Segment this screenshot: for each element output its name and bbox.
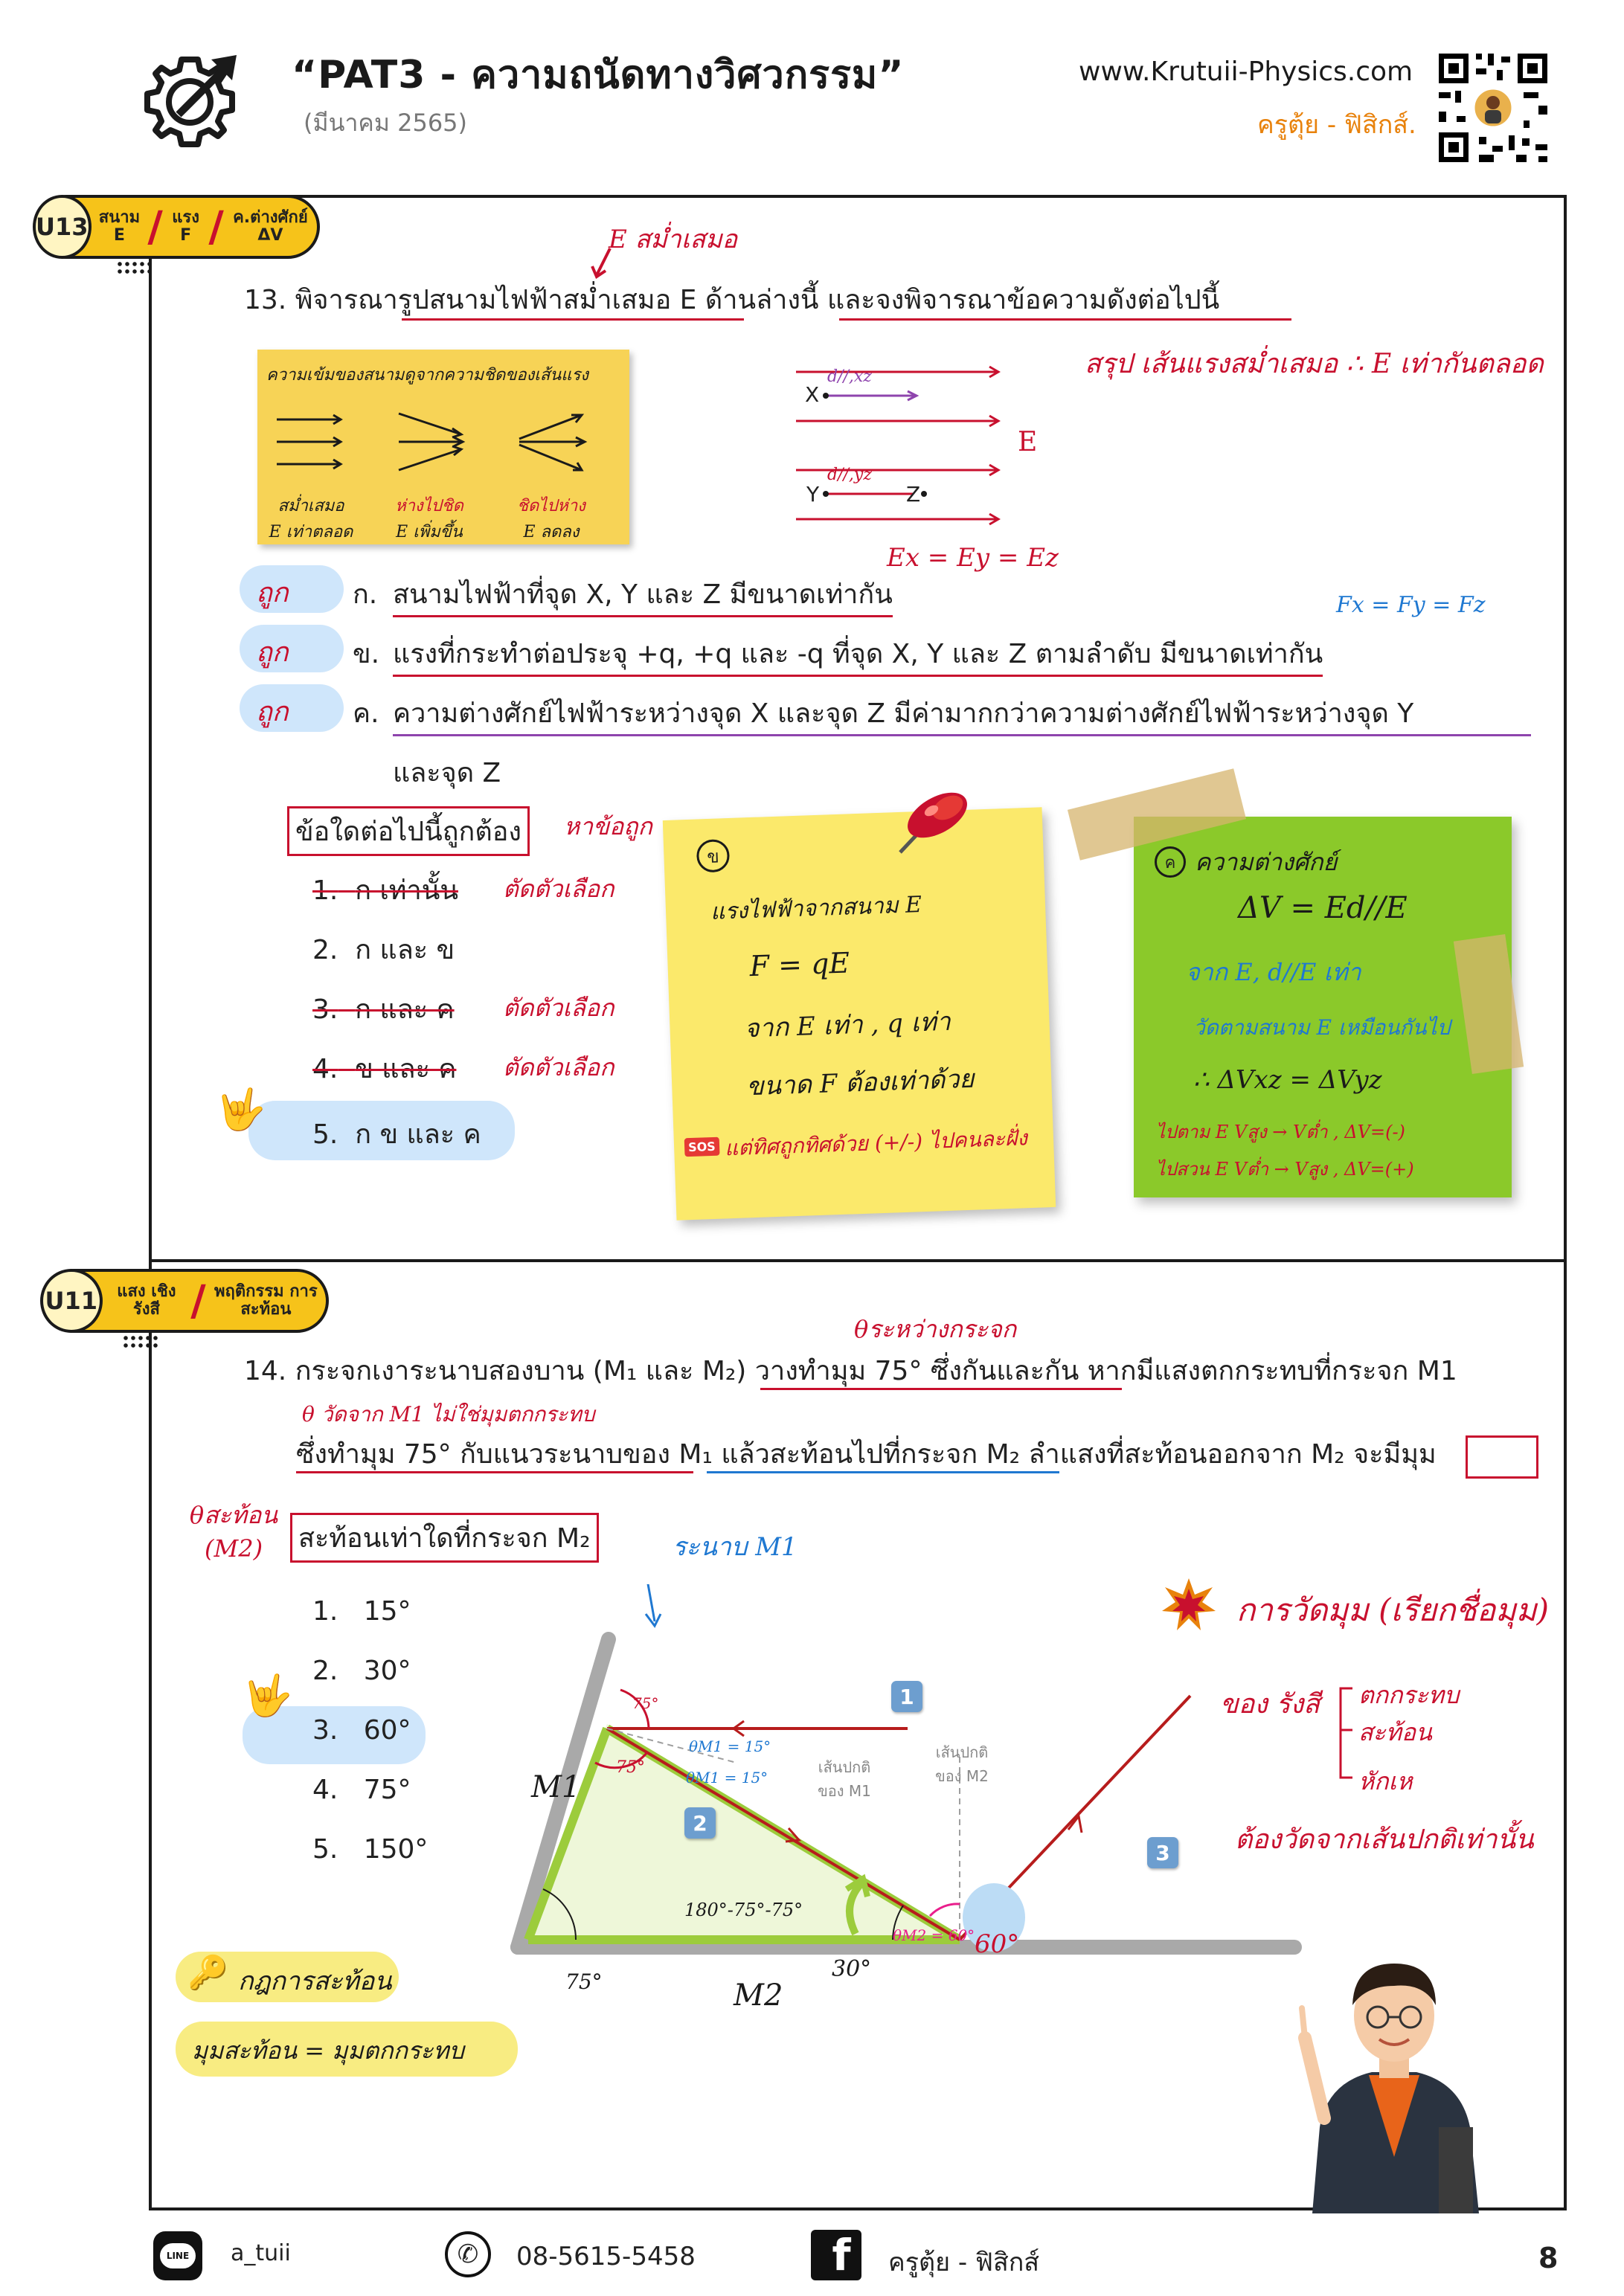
note-c-tag: ค [1155, 846, 1186, 878]
normal-m2-label: เส้นปกติ ของ M2 [935, 1743, 989, 1785]
q14-choice-3[interactable] [312, 1715, 411, 1746]
topic-label-light: แสง เชิงรังสี [117, 1282, 176, 1319]
theta-m2-label: θM2 = 60° [893, 1926, 975, 1944]
mark-highlight [240, 565, 344, 613]
note-c-line6: ไปสวน E Vต่ำ → Vสูง , ΔV=(+) [1156, 1159, 1414, 1180]
mark-highlight [240, 684, 344, 732]
topic-code: U13 [33, 195, 92, 259]
facebook-icon[interactable]: f [811, 2230, 861, 2280]
density-decrease-desc: E ลดลง [523, 523, 580, 541]
q14-stem-line1: 14. กระจกเงาระนาบสองบาน (M₁ และ M₂) วางทำมุม 75° ซึ่งกันและกัน หากมีแสงตกกระทบที่กระจก M1 [244, 1356, 1457, 1386]
density-uniform-desc: E เท่าตลอด [269, 523, 353, 541]
q14-prompt: สะท้อนเท่าใดที่กระจก M₂ [290, 1513, 599, 1563]
density-uniform-label: สม่ำเสมอ [277, 497, 344, 515]
phone-icon: ✆ [445, 2231, 491, 2277]
q13-choice-1[interactable] [312, 869, 458, 911]
choice-text: 75° [363, 1775, 411, 1805]
choice-num: 2. [312, 1656, 338, 1686]
point-x-label: X [805, 382, 820, 407]
topic-separator-icon: / [208, 202, 224, 251]
statement-a-text: สนามไฟฟ้าที่จุด X, Y และ Z มีขนาดเท่ากัน [393, 573, 893, 617]
choice-text: 60° [363, 1715, 411, 1746]
choice-text: 15° [363, 1596, 411, 1627]
note-b-line3: จาก E เท่า , q เท่า [743, 1006, 951, 1044]
topic-label-field: สนาม E [98, 208, 141, 245]
choice-num: 2. [312, 935, 338, 965]
topic-label-force: แรง F [172, 208, 199, 245]
ray-2-badge: 2 [684, 1807, 716, 1839]
q14-choice-1[interactable] [312, 1596, 411, 1627]
point-y-label: Y [806, 482, 820, 507]
choice-num: 4. [312, 1775, 338, 1805]
bracket-icon [1332, 1681, 1354, 1785]
choice-4-note: ตัดตัวเลือก [503, 1053, 614, 1081]
field-e-label: E [1018, 427, 1038, 457]
choice-num: 1. [312, 875, 338, 906]
angle-75-top: 75° [632, 1694, 659, 1712]
topic-label-reflection: พฤติกรรม การสะท้อน [214, 1282, 318, 1319]
statement-c-text-cont: และจุด Z [393, 758, 501, 788]
website-link[interactable]: www.Krutuii-Physics.com [1079, 57, 1413, 87]
q14-stem-line2: ซึ่งทำมุม 75° กับแนวระนาบของ M₁ แล้วสะท้อนไปที่กระจก M₂ ลำแสงที่สะท้อนออกจาก M₂ จะมีมุม [296, 1439, 1437, 1470]
phone-number[interactable]: 08-5615-5458 [516, 2242, 696, 2271]
distance-xz-label: d//,xz [827, 367, 872, 386]
point-z-label: Z [906, 482, 921, 507]
q14-choice-5[interactable] [312, 1834, 428, 1865]
ray-3-badge: 3 [1147, 1837, 1178, 1868]
angle-30: 30° [832, 1956, 872, 1982]
author-name: ครูตุ้ย - ฟิสิกส์. [1257, 110, 1416, 140]
choice-num: 4. [312, 1054, 338, 1084]
dots-decoration [116, 260, 152, 275]
statement-b-text: แรงที่กระทำต่อประจุ +q, +q และ -q ที่จุด X, Y และ Z ตามลำดับ มีขนาดเท่ากัน [393, 632, 1323, 677]
theta-m1-note: θ วัดจาก M1 ไม่ใช่มุมตกกระทบ [302, 1402, 595, 1427]
doc-subtitle: (มีนาคม 2565) [304, 109, 468, 137]
choice-text: ก และ ค [355, 994, 455, 1025]
field-equality-note: Ex = Ey = Ez [887, 543, 1059, 573]
note-b-line5: แต่ทิศถูกทิศด้วย (+/-) ไปคนละฝั่ง [724, 1125, 1028, 1161]
key-icon: 🔑 [187, 1954, 228, 1992]
qr-code-icon[interactable] [1434, 49, 1552, 167]
annotation-theta-between: θระหว่างกระจก [854, 1315, 1017, 1343]
note-b-line1: แรงไฟฟ้าจากสนาม E [710, 891, 922, 925]
q13-choice-5[interactable] [312, 1113, 481, 1155]
measure-item-refract: หักเห [1358, 1767, 1413, 1795]
choice-text: ก ข และ ค [355, 1119, 481, 1150]
theta-m1-reflect: θM1 = 15° [686, 1769, 768, 1787]
field-density-box [257, 350, 629, 544]
underline-mark [760, 1388, 1122, 1390]
choice-text: 150° [363, 1834, 429, 1865]
plane-m1-label: ระนาบ M1 [673, 1532, 797, 1562]
field-lines-illustration [266, 399, 620, 480]
measure-item-reflect: สะท้อน [1358, 1718, 1432, 1746]
measure-footer: ต้องวัดจากเส้นปกติเท่านั้น [1235, 1824, 1534, 1855]
note-c-line5: ไปตาม E Vสูง → Vต่ำ , ΔV=(-) [1156, 1122, 1405, 1142]
angle-75-mid: 75° [616, 1758, 645, 1777]
choice-text: ข และ ค [355, 1054, 457, 1084]
angle-calculation: 180°-75°-75° [684, 1900, 803, 1920]
topic-separator-icon: / [190, 1276, 206, 1325]
choice-num: 5. [312, 1834, 338, 1865]
topic-separator-icon: / [147, 202, 163, 251]
note-b-line2: F = qE [748, 946, 850, 983]
choice-text: ก และ ข [355, 935, 455, 965]
topic-pill-u11 [42, 1269, 329, 1333]
angle-60: 60° [975, 1929, 1020, 1959]
page-number: 8 [1538, 2242, 1559, 2274]
q14-choice-4[interactable] [312, 1775, 411, 1805]
measure-of: ของ รังสี [1220, 1689, 1320, 1720]
statement-c-label: ค. [353, 698, 379, 729]
q13-prompt-note: หาข้อถูก [564, 812, 652, 840]
underline-mark [296, 1471, 693, 1473]
teacher-photo [1297, 1934, 1491, 2213]
note-c-line4: ∴ ΔVxz = ΔVyz [1193, 1065, 1382, 1095]
mirror-m2-label: M2 [734, 1978, 783, 2013]
burst-icon [1161, 1577, 1217, 1633]
ray-1-badge: 1 [891, 1681, 922, 1712]
density-decrease-label: ชิดไปห่าง [517, 497, 585, 515]
q13-choice-4[interactable] [312, 1047, 456, 1090]
choice-num: 3. [312, 1715, 338, 1746]
sticky-note-force [663, 807, 1056, 1220]
hand-pointer-icon: 🤟 [243, 1672, 293, 1719]
topic-pill-u13 [34, 195, 320, 259]
density-increase-label: ห่างไปชิด [395, 497, 463, 515]
force-equality-note: Fx = Fy = Fz [1336, 592, 1486, 618]
choice-num: 5. [312, 1119, 338, 1150]
choice-3-note: ตัดตัวเลือก [503, 994, 614, 1022]
push-pin-icon [878, 781, 982, 863]
facebook-name[interactable]: ครูตุ้ย - ฟิสิกส์ [888, 2248, 1040, 2277]
q13-stem: 13. พิจารณารูปสนามไฟฟ้าสม่ำเสมอ E ด้านล่างนี้ และจงพิจารณาข้อความดังต่อไปนี้ [244, 285, 1220, 315]
choice-text: ก เท่านั้น [355, 875, 458, 906]
theta-m1-incident: θM1 = 15° [689, 1737, 771, 1755]
note-b-tag: ข [696, 839, 731, 873]
dots-decoration [122, 1334, 158, 1349]
statement-b-mark: ถูก [256, 637, 289, 668]
law-title: กฎการสะท้อน [238, 1967, 392, 1996]
topic-label-potential: ค.ต่างศักย์ ΔV [233, 208, 308, 245]
statement-a-label: ก. [353, 579, 378, 610]
measure-item-incident: ตกกระทบ [1358, 1681, 1460, 1709]
sticky-note-potential [1134, 817, 1512, 1197]
underline-mark [707, 1471, 1059, 1473]
angle-75-bottom: 75° [565, 1969, 603, 1994]
gear-arrow-logo-icon [134, 46, 245, 158]
normal-m1-label: เส้นปกติ ของ M1 [818, 1758, 871, 1800]
distance-yz-label: d//,yz [827, 466, 872, 484]
choice-text: 30° [363, 1656, 411, 1686]
choice-num: 1. [312, 1596, 338, 1627]
theta-reflect-m2-note: θสะท้อน (M2) [189, 1501, 278, 1563]
q13-prompt: ข้อใดต่อไปนี้ถูกต้อง [287, 806, 530, 856]
statement-c-text: ความต่างศักย์ไฟฟ้าระหว่างจุด X และจุด Z มีค่ามากกว่าความต่างศักย์ไฟฟ้าระหว่างจุด Y [393, 692, 1531, 736]
q14-choice-2[interactable] [312, 1656, 411, 1686]
law-text: มุมสะท้อน = มุมตกกระทบ [192, 2036, 464, 2065]
note-b-line4: ขนาด F ต้องเท่าด้วย [745, 1064, 975, 1102]
choice-num: 3. [312, 994, 338, 1025]
field-density-title: ความเข้มของสนามดูจากความชิดของเส้นแรง [266, 366, 589, 385]
statement-a-mark: ถูก [256, 578, 289, 608]
mark-highlight [240, 625, 344, 672]
sos-icon: SOS [684, 1137, 720, 1157]
line-id[interactable]: a_tuii [231, 2240, 291, 2266]
underline-mark [402, 318, 744, 321]
choice-1-note: ตัดตัวเลือก [503, 875, 614, 903]
mirror-reflection-diagram [491, 1584, 1324, 2045]
q13-choice-3[interactable] [312, 988, 455, 1030]
uniform-field-diagram [789, 357, 1012, 536]
underline-mark [839, 318, 1291, 321]
statement-b-label: ข. [353, 639, 380, 669]
line-app-icon[interactable]: LINE [153, 2231, 202, 2280]
annotation-uniform-e: E สม่ำเสมอ [609, 225, 738, 254]
note-c-line2: จาก E, d//E เท่า [1186, 958, 1361, 986]
mirror-m1-label: M1 [531, 1770, 581, 1804]
note-c-line3: วัดตามสนาม E เหมือนกันไป [1193, 1015, 1451, 1040]
statement-c-mark: ถูก [256, 697, 289, 727]
section-divider [149, 1259, 1567, 1262]
annotation-arrow-icon [588, 245, 617, 281]
q13-choice-2[interactable] [312, 928, 455, 971]
density-increase-desc: E เพิ่มขึ้น [396, 523, 463, 541]
note-c-line1: ΔV = Ed//E [1238, 891, 1408, 925]
note-c-title: ความต่างศักย์ [1195, 848, 1338, 876]
topic-code: U11 [40, 1269, 103, 1333]
hand-pointer-icon: 🤟 [216, 1086, 266, 1133]
measure-title: การวัดมุม (เรียกชื่อมุม) [1236, 1592, 1549, 1628]
conclusion-note: สรุป เส้นแรงสม่ำเสมอ ∴ E เท่ากันตลอด [1085, 349, 1544, 379]
doc-title: “PAT3 - ความถนัดทางวิศวกรรม” [292, 53, 905, 97]
box-mark [1466, 1435, 1538, 1479]
